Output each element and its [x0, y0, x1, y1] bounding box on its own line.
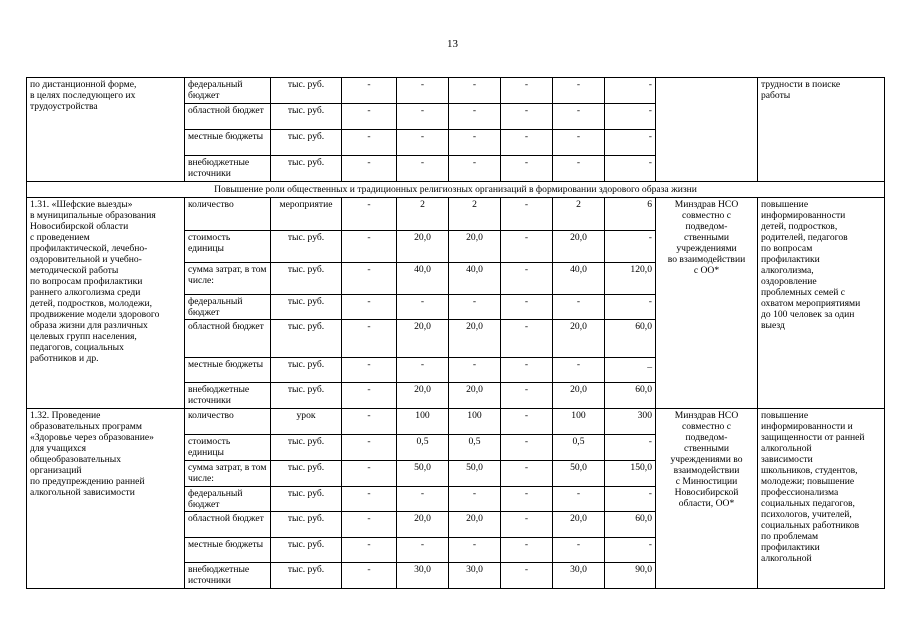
value-cell: - [553, 295, 605, 320]
value-cell: - [342, 512, 397, 538]
row-label: областной бюджет [185, 104, 271, 130]
value-cell: - [553, 130, 605, 156]
value-cell: 150,0 [605, 461, 656, 487]
item-132-responsible: Минздрав НСО совместно с подведом- ственными учреждениями во взаимодействии с Минюстиции Новосибирской области, ОО* [656, 409, 758, 589]
value-cell: - [501, 198, 553, 231]
value-cell: - [449, 130, 501, 156]
value-cell: 0,5 [553, 435, 605, 461]
value-cell: - [501, 538, 553, 563]
value-cell: 50,0 [397, 461, 449, 487]
value-cell: 40,0 [397, 263, 449, 295]
value-cell: - [342, 358, 397, 383]
value-cell: - [342, 263, 397, 295]
value-cell: - [501, 383, 553, 409]
row-unit: тыс. руб. [271, 461, 342, 487]
row-label: стоимость единицы [185, 435, 271, 461]
value-cell: - [553, 156, 605, 182]
row-unit: тыс. руб. [271, 383, 342, 409]
value-cell: - [605, 156, 656, 182]
row-label: количество [185, 409, 271, 435]
value-cell: 2 [397, 198, 449, 231]
value-cell: - [501, 320, 553, 358]
value-cell: - [397, 358, 449, 383]
value-cell: - [501, 104, 553, 130]
value-cell: 20,0 [553, 512, 605, 538]
value-cell: - [397, 487, 449, 512]
value-cell: 50,0 [553, 461, 605, 487]
value-cell: - [342, 487, 397, 512]
value-cell: 2 [553, 198, 605, 231]
value-cell: 2 [449, 198, 501, 231]
row-label: областной бюджет [185, 512, 271, 538]
row-unit: тыс. руб. [271, 358, 342, 383]
row-unit: тыс. руб. [271, 487, 342, 512]
value-cell: - [501, 263, 553, 295]
value-cell: 100 [553, 409, 605, 435]
table-row [27, 198, 885, 231]
value-cell: 60,0 [605, 512, 656, 538]
value-cell: 20,0 [397, 231, 449, 263]
value-cell: - [342, 104, 397, 130]
value-cell: 30,0 [397, 563, 449, 589]
value-cell: - [342, 538, 397, 563]
value-cell: - [397, 295, 449, 320]
row-unit: мероприятие [271, 198, 342, 231]
value-cell: - [342, 231, 397, 263]
value-cell: - [553, 358, 605, 383]
item-132-result: повышение информированности и защищенности от ранней алкогольной зависимости школьников, студентов, молодежи; повышение профессионализма социальных педагогов, психологов, учителей, социальных работников по проблемам профилактики алкогольной [758, 409, 885, 589]
value-cell: 20,0 [397, 512, 449, 538]
table-row [27, 78, 885, 104]
row-unit: тыс. руб. [271, 320, 342, 358]
value-cell: 40,0 [553, 263, 605, 295]
value-cell: 20,0 [553, 320, 605, 358]
row-unit: тыс. руб. [271, 435, 342, 461]
value-cell: 50,0 [449, 461, 501, 487]
value-cell: - [501, 409, 553, 435]
value-cell: 20,0 [553, 383, 605, 409]
responsible-empty [656, 78, 758, 182]
row-unit: тыс. руб. [271, 512, 342, 538]
value-cell: - [501, 563, 553, 589]
value-cell: - [605, 104, 656, 130]
value-cell: - [449, 538, 501, 563]
value-cell: 120,0 [605, 263, 656, 295]
value-cell: - [605, 487, 656, 512]
value-cell: - [501, 295, 553, 320]
value-cell: 20,0 [449, 512, 501, 538]
value-cell: - [605, 231, 656, 263]
value-cell: - [553, 104, 605, 130]
value-cell: 20,0 [397, 320, 449, 358]
item-131-result: повышение информированности детей, подростков, родителей, педагогов по вопросам профилактики алкоголизма, оздоровление проблемных семей с охватом мероприятиями до 100 человек за один выезд [758, 198, 885, 409]
value-cell: - [342, 383, 397, 409]
value-cell: - [397, 104, 449, 130]
value-cell: 100 [449, 409, 501, 435]
row-label: внебюджетные источники [185, 563, 271, 589]
row-unit: тыс. руб. [271, 156, 342, 182]
value-cell: - [342, 130, 397, 156]
value-cell: - [501, 435, 553, 461]
value-cell: - [342, 320, 397, 358]
value-cell: - [342, 409, 397, 435]
value-cell: - [501, 358, 553, 383]
value-cell: - [605, 78, 656, 104]
value-cell: - [342, 435, 397, 461]
value-cell: - [449, 156, 501, 182]
row-unit: тыс. руб. [271, 563, 342, 589]
value-cell: - [397, 156, 449, 182]
row-label: внебюджетные источники [185, 156, 271, 182]
value-cell: 20,0 [553, 231, 605, 263]
value-cell: 20,0 [397, 383, 449, 409]
value-cell: 20,0 [449, 231, 501, 263]
table-row [27, 409, 885, 435]
value-cell: 30,0 [449, 563, 501, 589]
value-cell: - [397, 130, 449, 156]
value-cell: 40,0 [449, 263, 501, 295]
value-cell: - [501, 130, 553, 156]
value-cell: 100 [397, 409, 449, 435]
value-cell: - [449, 295, 501, 320]
value-cell: - [449, 104, 501, 130]
value-cell: 90,0 [605, 563, 656, 589]
value-cell: - [605, 295, 656, 320]
value-cell: - [605, 435, 656, 461]
value-cell: 0,5 [397, 435, 449, 461]
row-label: местные бюджеты [185, 538, 271, 563]
item-132-description: 1.32. Проведение образовательных программ «Здоровье через образование» для учащихся общеобразовательных организаций по предупреждению ранней алкогольной зависимости [27, 409, 185, 589]
value-cell: - [397, 538, 449, 563]
value-cell: - [449, 487, 501, 512]
value-cell: - [501, 512, 553, 538]
value-cell: - [342, 78, 397, 104]
row-label: сумма затрат, в том числе: [185, 461, 271, 487]
value-cell: - [501, 231, 553, 263]
row-unit: урок [271, 409, 342, 435]
row-label: количество [185, 198, 271, 231]
value-cell: - [553, 78, 605, 104]
value-cell: - [605, 538, 656, 563]
value-cell: - [449, 78, 501, 104]
value-cell: - [501, 461, 553, 487]
row-unit: тыс. руб. [271, 78, 342, 104]
value-cell: - [501, 487, 553, 512]
value-cell: 6 [605, 198, 656, 231]
program-table [26, 77, 885, 589]
row-label: областной бюджет [185, 320, 271, 358]
continuation-description: по дистанционной форме, в целях последующего их трудоустройства [27, 78, 185, 182]
value-cell: 20,0 [449, 320, 501, 358]
row-label: федеральный бюджет [185, 78, 271, 104]
value-cell: _ [605, 358, 656, 383]
value-cell: 60,0 [605, 320, 656, 358]
continuation-result: трудности в поиске работы [758, 78, 885, 182]
row-unit: тыс. руб. [271, 231, 342, 263]
value-cell: 30,0 [553, 563, 605, 589]
value-cell: 60,0 [605, 383, 656, 409]
value-cell: - [501, 156, 553, 182]
value-cell: - [501, 78, 553, 104]
row-unit: тыс. руб. [271, 104, 342, 130]
value-cell: - [342, 156, 397, 182]
value-cell: - [553, 538, 605, 563]
value-cell: - [397, 78, 449, 104]
section-row [27, 182, 885, 198]
row-unit: тыс. руб. [271, 538, 342, 563]
row-label: внебюджетные источники [185, 383, 271, 409]
row-label: местные бюджеты [185, 130, 271, 156]
row-label: местные бюджеты [185, 358, 271, 383]
row-unit: тыс. руб. [271, 295, 342, 320]
value-cell: - [342, 198, 397, 231]
value-cell: 20,0 [449, 383, 501, 409]
value-cell: - [605, 130, 656, 156]
value-cell: 0,5 [449, 435, 501, 461]
value-cell: - [342, 295, 397, 320]
row-label: федеральный бюджет [185, 487, 271, 512]
row-label: стоимость единицы [185, 231, 271, 263]
page-number: 13 [447, 38, 458, 50]
value-cell: - [342, 563, 397, 589]
row-label: сумма затрат, в том числе: [185, 263, 271, 295]
value-cell: 300 [605, 409, 656, 435]
section-title: Повышение роли общественных и традиционных религиозных организаций в формировании здорового образа жизни [27, 182, 885, 198]
value-cell: - [553, 487, 605, 512]
row-unit: тыс. руб. [271, 130, 342, 156]
item-131-responsible: Минздрав НСО совместно с подведом- ственными учреждениями во взаимодействии с ОО* [656, 198, 758, 409]
item-131-description: 1.31. «Шефские выезды» в муниципальные образования Новосибирской области с проведением профилактической, лечебно- оздоровительной и учебно- методической работы по вопросам профилактики раннего алкоголизма среди детей, подростков, молодежи, продвижение модели здорового образа жизни для различных целевых групп населения, педагогов, социальных работников и др. [27, 198, 185, 409]
value-cell: - [449, 358, 501, 383]
row-unit: тыс. руб. [271, 263, 342, 295]
row-label: федеральный бюджет [185, 295, 271, 320]
value-cell: - [342, 461, 397, 487]
